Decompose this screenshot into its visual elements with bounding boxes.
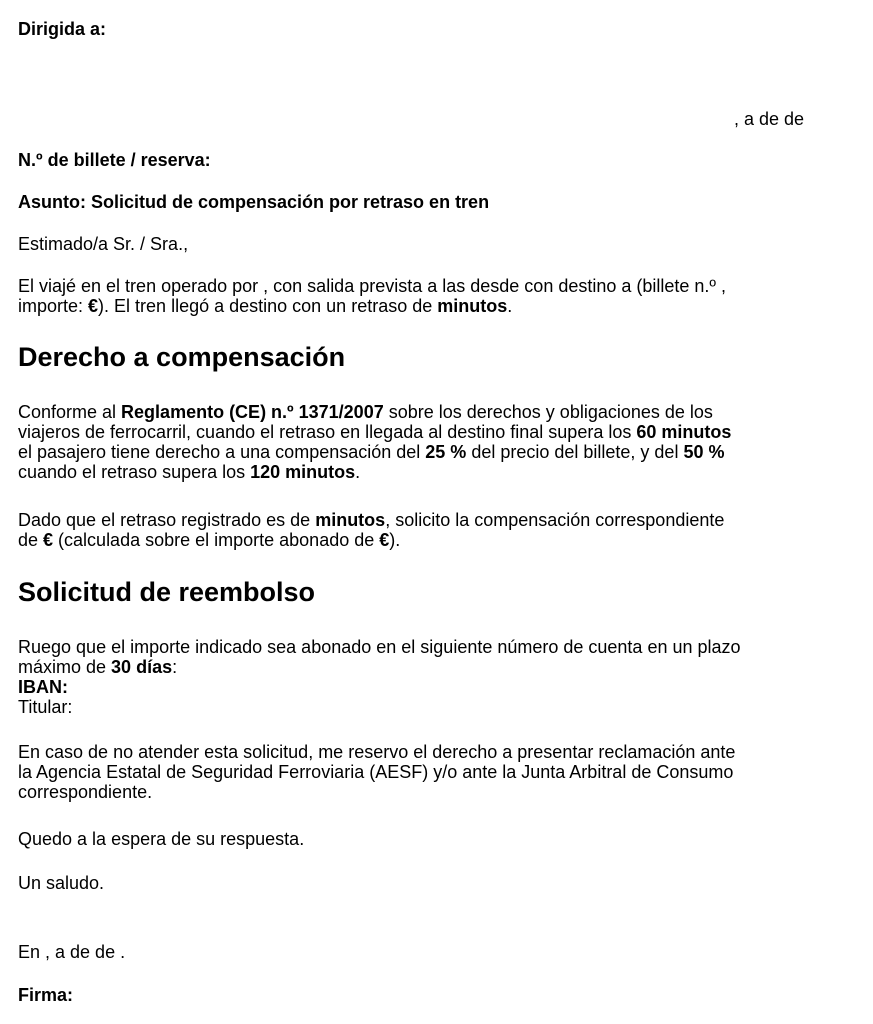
para-text: Dado que el retraso registrado es de [18,510,316,530]
complaint-paragraph [18,742,818,802]
regulation-reference: Reglamento (CE) n.º 1371/2007 [121,402,384,422]
euro-symbol: € [88,296,99,316]
para-text: viajeros de ferrocarril, cuando el retraso en llegada al destino final supera los [18,422,637,442]
subject-line: Asunto: Solicitud de compensación por retraso en tren [18,192,490,212]
sign-place-date: En , a de de . [18,942,126,962]
compensation-paragraph-2 [18,510,818,550]
para-text: : [172,657,178,677]
para-text: cuando el retraso supera los [18,462,251,482]
percent-25: 25 % [425,442,467,462]
para-text: (calculada sobre el importe abonado de [53,530,380,550]
para-line: En caso de no atender esta solicitud, me reservo el derecho a presentar reclamación ante [18,742,736,762]
iban-label: IBAN: [18,677,68,697]
para-text: . [355,462,361,482]
intro-line-2 [18,296,818,316]
section-heading-refund: Solicitud de reembolso [18,577,316,607]
intro-paragraph [18,276,818,316]
euro-symbol: € [379,530,390,550]
para-text: de [18,530,44,550]
para-line: la Agencia Estatal de Seguridad Ferroviaria (AESF) y/o ante la Junta Arbitral de Consumo [18,762,734,782]
percent-50: 50 % [683,442,725,462]
addressee-label: Dirigida a: [18,19,107,39]
account-holder-label: Titular: [18,697,73,717]
para-text: máximo de [18,657,112,677]
para-line [18,402,818,422]
para-line [18,657,818,677]
greeting: Estimado/a Sr. / Sra., [18,234,189,254]
delay-minutes: minutos [315,510,386,530]
threshold-120: 120 minutos [250,462,356,482]
signature-label: Firma: [18,985,74,1005]
compensation-paragraph-1 [18,402,818,482]
para-line: correspondiente. [18,782,153,802]
closing-line: Quedo a la espera de su respuesta. [18,829,305,849]
intro-text: importe: [18,296,89,316]
para-line [18,462,818,482]
deadline-days: 30 días [111,657,173,677]
para-text: Conforme al [18,402,122,422]
section-heading-compensation: Derecho a compensación [18,342,346,372]
para-line [18,442,818,462]
para-text: del precio del billete, y del [466,442,684,462]
euro-symbol: € [43,530,54,550]
threshold-60: 60 minutos [636,422,732,442]
intro-bold-minutes: minutos [437,296,508,316]
farewell-line: Un saludo. [18,873,105,893]
para-text: ). [389,530,401,550]
para-line [18,422,818,442]
intro-line-1: El viajé en el tren operado por , con salida prevista a las desde con destino a (billete n.º , [18,276,726,296]
para-text: sobre los derechos y obligaciones de los [383,402,713,422]
place-date-line: , a de de [733,109,804,129]
para-line: Ruego que el importe indicado sea abonado en el siguiente número de cuenta en un plazo [18,637,741,657]
intro-text: ). El tren llegó a destino con un retraso de [98,296,438,316]
para-text: , solicito la compensación correspondiente [385,510,725,530]
para-line [18,510,818,530]
para-line [18,530,818,550]
ticket-number-label: N.º de billete / reserva: [18,150,211,170]
letter-document [18,0,818,1024]
refund-paragraph [18,637,818,717]
intro-text: . [507,296,513,316]
para-text: el pasajero tiene derecho a una compensación del [18,442,426,462]
